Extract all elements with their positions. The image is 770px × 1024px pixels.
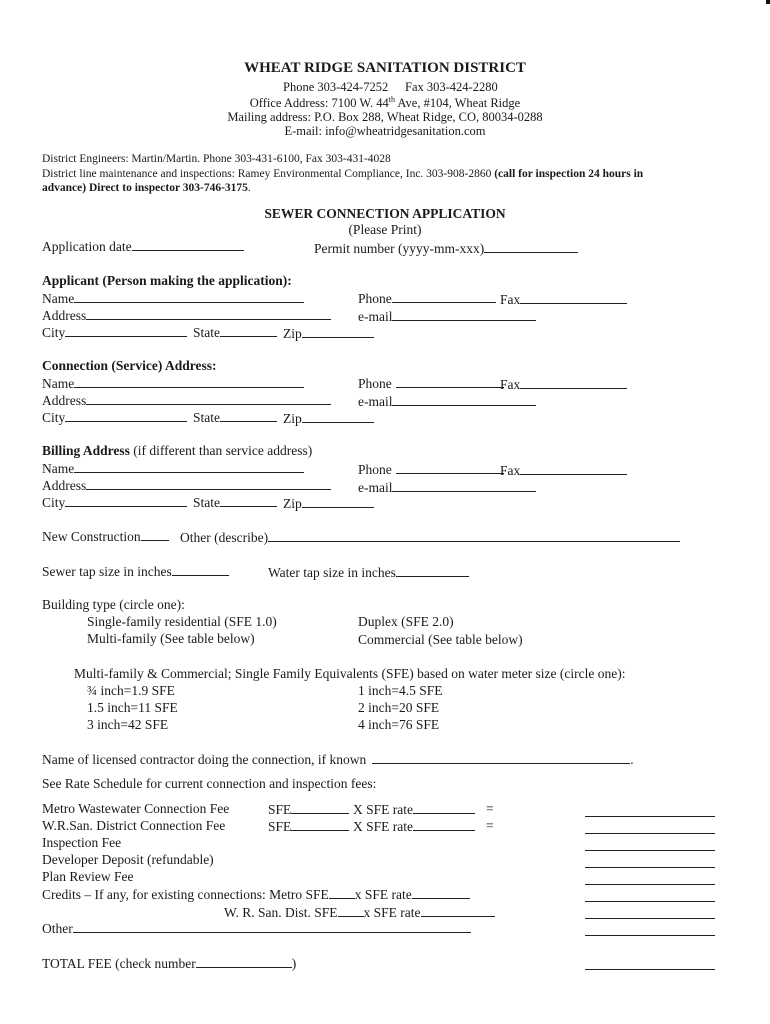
- mailing-address: Mailing address: P.O. Box 288, Wheat Ridge, CO, 80034-0288: [227, 110, 543, 124]
- building-duplex[interactable]: Duplex (SFE 2.0): [358, 614, 454, 629]
- metro-fee-label: Metro Wastewater Connection Fee: [42, 801, 230, 816]
- billing-phone-field[interactable]: Phone: [358, 461, 504, 478]
- amount-line-deposit[interactable]: [585, 867, 715, 868]
- amount-line-plan-review[interactable]: [585, 884, 715, 885]
- district-phone: Phone 303-424-7252: [283, 80, 389, 94]
- wrsan-sfe-field[interactable]: SFE: [268, 818, 349, 835]
- connection-address-field[interactable]: Address: [42, 392, 331, 409]
- billing-address-field[interactable]: Address: [42, 477, 331, 494]
- scan-edge-mark: [766, 0, 770, 4]
- amount-line-other[interactable]: [585, 935, 715, 936]
- rate-schedule-note: See Rate Schedule for current connection and inspection fees:: [42, 776, 377, 791]
- contractor-field[interactable]: Name of licensed contractor doing the connection, if known .: [42, 752, 634, 767]
- applicant-name-field[interactable]: Name: [42, 290, 304, 307]
- plan-review-label: Plan Review Fee: [42, 869, 134, 884]
- new-construction-field[interactable]: New Construction: [42, 528, 169, 545]
- district-engineers: District Engineers: Martin/Martin. Phone 303-431-6100, Fax 303-431-4028: [42, 153, 391, 165]
- connection-fax-field[interactable]: Fax: [500, 376, 627, 393]
- metro-sfe-field[interactable]: SFE: [268, 801, 349, 818]
- wrsan-rate-field[interactable]: X SFE rate: [353, 818, 475, 835]
- form-subtitle: (Please Print): [348, 222, 422, 237]
- applicant-zip-field[interactable]: Zip: [283, 325, 374, 342]
- amount-line-wr-credit[interactable]: [585, 918, 715, 919]
- amount-line-wrsan[interactable]: [585, 833, 715, 834]
- sfe-option[interactable]: 2 inch=20 SFE: [358, 700, 440, 715]
- billing-email-field[interactable]: e-mail: [358, 479, 536, 496]
- district-email: E-mail: info@wheatridgesanitation.com: [284, 124, 486, 138]
- metro-rate-field[interactable]: X SFE rate: [353, 801, 475, 818]
- amount-line-metro-credit[interactable]: [585, 901, 715, 902]
- billing-heading: Billing Address (if different than service address): [42, 443, 313, 458]
- applicant-phone-field[interactable]: Phone: [358, 290, 496, 307]
- sfe-heading: Multi-family & Commercial; Single Family Equivalents (SFE) based on water meter size (circle one):: [74, 666, 626, 681]
- billing-fax-field[interactable]: Fax: [500, 462, 627, 479]
- inspector-info: advance) Direct to inspector 303-746-3175.: [42, 182, 251, 194]
- application-date-field[interactable]: Application date: [42, 238, 244, 255]
- permit-number-field[interactable]: Permit number (yyyy-mm-xxx): [314, 240, 578, 257]
- developer-deposit-label: Developer Deposit (refundable): [42, 852, 214, 867]
- other-fee-field[interactable]: Other: [42, 920, 471, 937]
- connection-city-field[interactable]: City: [42, 409, 187, 426]
- sfe-option[interactable]: 1.5 inch=11 SFE: [87, 700, 178, 715]
- connection-zip-field[interactable]: Zip: [283, 410, 374, 427]
- billing-state-field[interactable]: State: [193, 494, 277, 511]
- connection-heading: Connection (Service) Address:: [42, 358, 217, 373]
- office-address: Office Address: 7100 W. 44th Ave, #104, Wheat Ridge: [249, 95, 521, 111]
- applicant-heading: Applicant (Person making the application):: [42, 273, 292, 288]
- wrsan-fee-label: W.R.San. District Connection Fee: [42, 818, 226, 833]
- other-describe-field[interactable]: Other (describe): [180, 529, 680, 546]
- amount-line-metro[interactable]: [585, 816, 715, 817]
- connection-phone-field[interactable]: Phone: [358, 375, 504, 392]
- sfe-option[interactable]: ¾ inch=1.9 SFE: [87, 683, 175, 698]
- amount-line-inspection[interactable]: [585, 850, 715, 851]
- district-fax: Fax 303-424-2280: [405, 80, 498, 94]
- building-single-family[interactable]: Single-family residential (SFE 1.0): [87, 614, 277, 629]
- metro-equals: =: [486, 801, 494, 816]
- applicant-fax-field[interactable]: Fax: [500, 291, 627, 308]
- maintenance-info: District line maintenance and inspections: Ramey Environmental Compliance, Inc. 303-908-2860 (call for inspection 24 hours in: [42, 168, 644, 180]
- inspection-fee-label: Inspection Fee: [42, 835, 122, 850]
- applicant-email-field[interactable]: e-mail: [358, 308, 536, 325]
- connection-email-field[interactable]: e-mail: [358, 393, 536, 410]
- sfe-option[interactable]: 3 inch=42 SFE: [87, 717, 169, 732]
- total-fee-field[interactable]: TOTAL FEE (check number ): [42, 956, 297, 971]
- building-type-heading: Building type (circle one):: [42, 597, 185, 612]
- billing-zip-field[interactable]: Zip: [283, 495, 374, 512]
- water-tap-field[interactable]: Water tap size in inches: [268, 564, 469, 581]
- sfe-option[interactable]: 1 inch=4.5 SFE: [358, 683, 443, 698]
- sewer-tap-field[interactable]: Sewer tap size in inches: [42, 563, 229, 580]
- billing-city-field[interactable]: City: [42, 494, 187, 511]
- connection-name-field[interactable]: Name: [42, 375, 304, 392]
- building-commercial[interactable]: Commercial (See table below): [358, 632, 523, 647]
- district-title: WHEAT RIDGE SANITATION DISTRICT: [244, 60, 526, 76]
- building-multi-family[interactable]: Multi-family (See table below): [87, 631, 255, 646]
- applicant-city-field[interactable]: City: [42, 324, 187, 341]
- metro-credits-field[interactable]: Credits – If any, for existing connections: Metro SFE x SFE rate: [42, 886, 470, 903]
- billing-name-field[interactable]: Name: [42, 460, 304, 477]
- applicant-state-field[interactable]: State: [193, 324, 277, 341]
- form-title: SEWER CONNECTION APPLICATION: [264, 206, 506, 221]
- amount-line-total[interactable]: [585, 969, 715, 970]
- sfe-option[interactable]: 4 inch=76 SFE: [358, 717, 440, 732]
- wr-credits-field[interactable]: W. R. San. Dist. SFE x SFE rate: [224, 904, 495, 921]
- connection-state-field[interactable]: State: [193, 409, 277, 426]
- applicant-address-field[interactable]: Address: [42, 307, 331, 324]
- wrsan-equals: =: [486, 818, 494, 833]
